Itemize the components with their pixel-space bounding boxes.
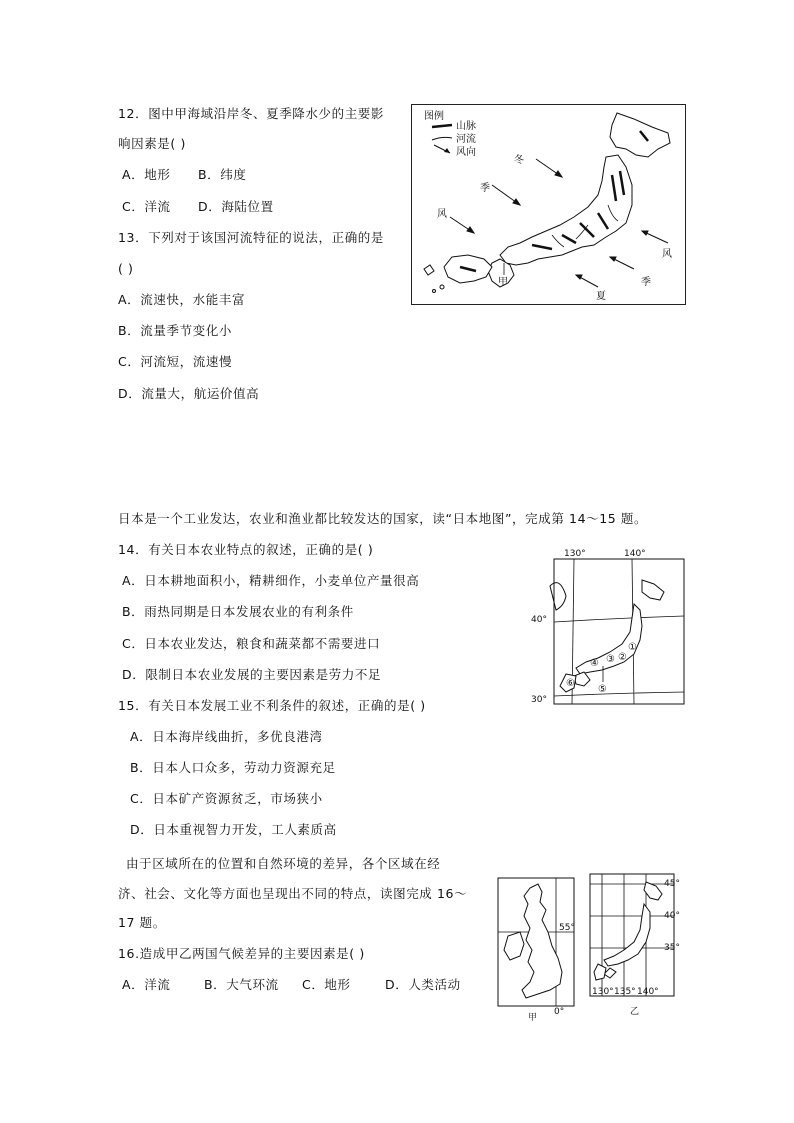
q12-option-d: D．海陆位置 xyxy=(198,199,274,214)
marker-6: ⑥ xyxy=(566,678,575,689)
label-xia: 夏 xyxy=(596,291,606,302)
japan-lon-130: 130° xyxy=(592,987,614,997)
q14-option-a: A．日本耕地面积小，精耕细作，小麦单位产量很高 xyxy=(122,573,420,588)
q13-stem-line1: 13．下列对于该国河流特征的说法，正确的是 xyxy=(118,230,385,245)
marker-4: ④ xyxy=(590,658,599,669)
q16-option-c: C．地形 xyxy=(302,977,351,992)
q12-stem-line1: 12．图中甲海域沿岸冬、夏季降水少的主要影 xyxy=(118,106,385,121)
label-ji-right: 季 xyxy=(641,277,651,288)
marker-5: ⑤ xyxy=(598,684,607,695)
q15-option-a: A．日本海岸线曲折，多优良港湾 xyxy=(130,729,323,744)
label-dong: 冬 xyxy=(514,155,524,166)
intro-16-17-line2: 济、社会、文化等方面也呈现出不同的特点，读图完成 16～ xyxy=(118,886,468,901)
q13-option-d: D．流量大，航运价值高 xyxy=(118,386,260,401)
japan-lon-140: 140° xyxy=(637,987,659,997)
q16-option-d: D．人类活动 xyxy=(385,977,461,992)
q16-option-b: B．大气环流 xyxy=(204,977,279,992)
japan-lat-40: 40° xyxy=(664,911,680,921)
britain-lon-0: 0° xyxy=(554,1007,565,1017)
japan-grid-map xyxy=(588,872,688,1018)
japan-lat-45: 45° xyxy=(664,879,680,889)
q15-option-d: D．日本重视智力开发，工人素质高 xyxy=(130,822,337,837)
legend-title: 图例 xyxy=(424,111,444,122)
japan-wind-map xyxy=(411,104,686,305)
lon-130: 130° xyxy=(564,549,586,559)
britain-lat-55: 55° xyxy=(559,923,575,933)
q12-stem-line2: 响因素是( ) xyxy=(118,136,186,151)
label-feng-left: 风 xyxy=(437,209,447,220)
lat-40: 40° xyxy=(531,615,547,625)
marker-2: ② xyxy=(618,652,627,663)
q14-option-b: B．雨热同期是日本发展农业的有利条件 xyxy=(122,604,354,619)
britain-map xyxy=(496,876,580,1022)
marker-3: ③ xyxy=(606,654,615,665)
legend-river: 河流 xyxy=(456,134,476,145)
marker-1: ① xyxy=(628,642,637,653)
q13-option-a: A．流速快，水能丰富 xyxy=(118,292,246,307)
q12-option-c: C．洋流 xyxy=(122,199,171,214)
q14-option-d: D．限制日本农业发展的主要因素是劳力不足 xyxy=(122,667,382,682)
caption-jia: 甲 xyxy=(528,1013,538,1022)
legend-wind: 风向 xyxy=(456,147,476,158)
q16-option-a: A．洋流 xyxy=(122,977,171,992)
q13-option-b: B．流量季节变化小 xyxy=(118,323,232,338)
q15-option-c: C．日本矿产资源贫乏，市场狭小 xyxy=(130,791,323,806)
japan-lat-35: 35° xyxy=(664,943,680,953)
japan-latlon-map xyxy=(530,546,686,708)
q14-stem: 14．有关日本农业特点的叙述，正确的是( ) xyxy=(118,542,374,557)
lon-140: 140° xyxy=(624,549,646,559)
intro-16-17-line1: 由于区域所在的位置和自然环境的差异，各个区域在经 xyxy=(126,856,441,871)
q13-option-c: C．河流短，流速慢 xyxy=(118,354,233,369)
label-ji-left: 季 xyxy=(480,183,490,194)
q14-option-c: C．日本农业发达，粮食和蔬菜都不需要进口 xyxy=(122,636,381,651)
label-feng-right: 风 xyxy=(662,249,672,260)
q12-option-a: A．地形 xyxy=(122,167,171,182)
intro-14-15: 日本是一个工业发达，农业和渔业都比较发达的国家，读“日本地图”，完成第 14～15 题。 xyxy=(118,511,648,526)
lat-30: 30° xyxy=(531,695,547,705)
legend-mountain: 山脉 xyxy=(456,121,476,132)
label-jia: 甲 xyxy=(498,277,508,288)
intro-16-17-line3: 17 题。 xyxy=(118,915,166,930)
q16-stem: 16.造成甲乙两国气候差异的主要因素是( ) xyxy=(118,946,365,961)
q15-stem: 15．有关日本发展工业不利条件的叙述，正确的是( ) xyxy=(118,698,426,713)
japan-lon-135: 135° xyxy=(614,987,636,997)
q15-option-b: B．日本人口众多，劳动力资源充足 xyxy=(130,760,336,775)
caption-yi: 乙 xyxy=(630,1007,640,1017)
q13-stem-line2: ( ) xyxy=(118,261,134,276)
q12-option-b: B．纬度 xyxy=(198,167,247,182)
